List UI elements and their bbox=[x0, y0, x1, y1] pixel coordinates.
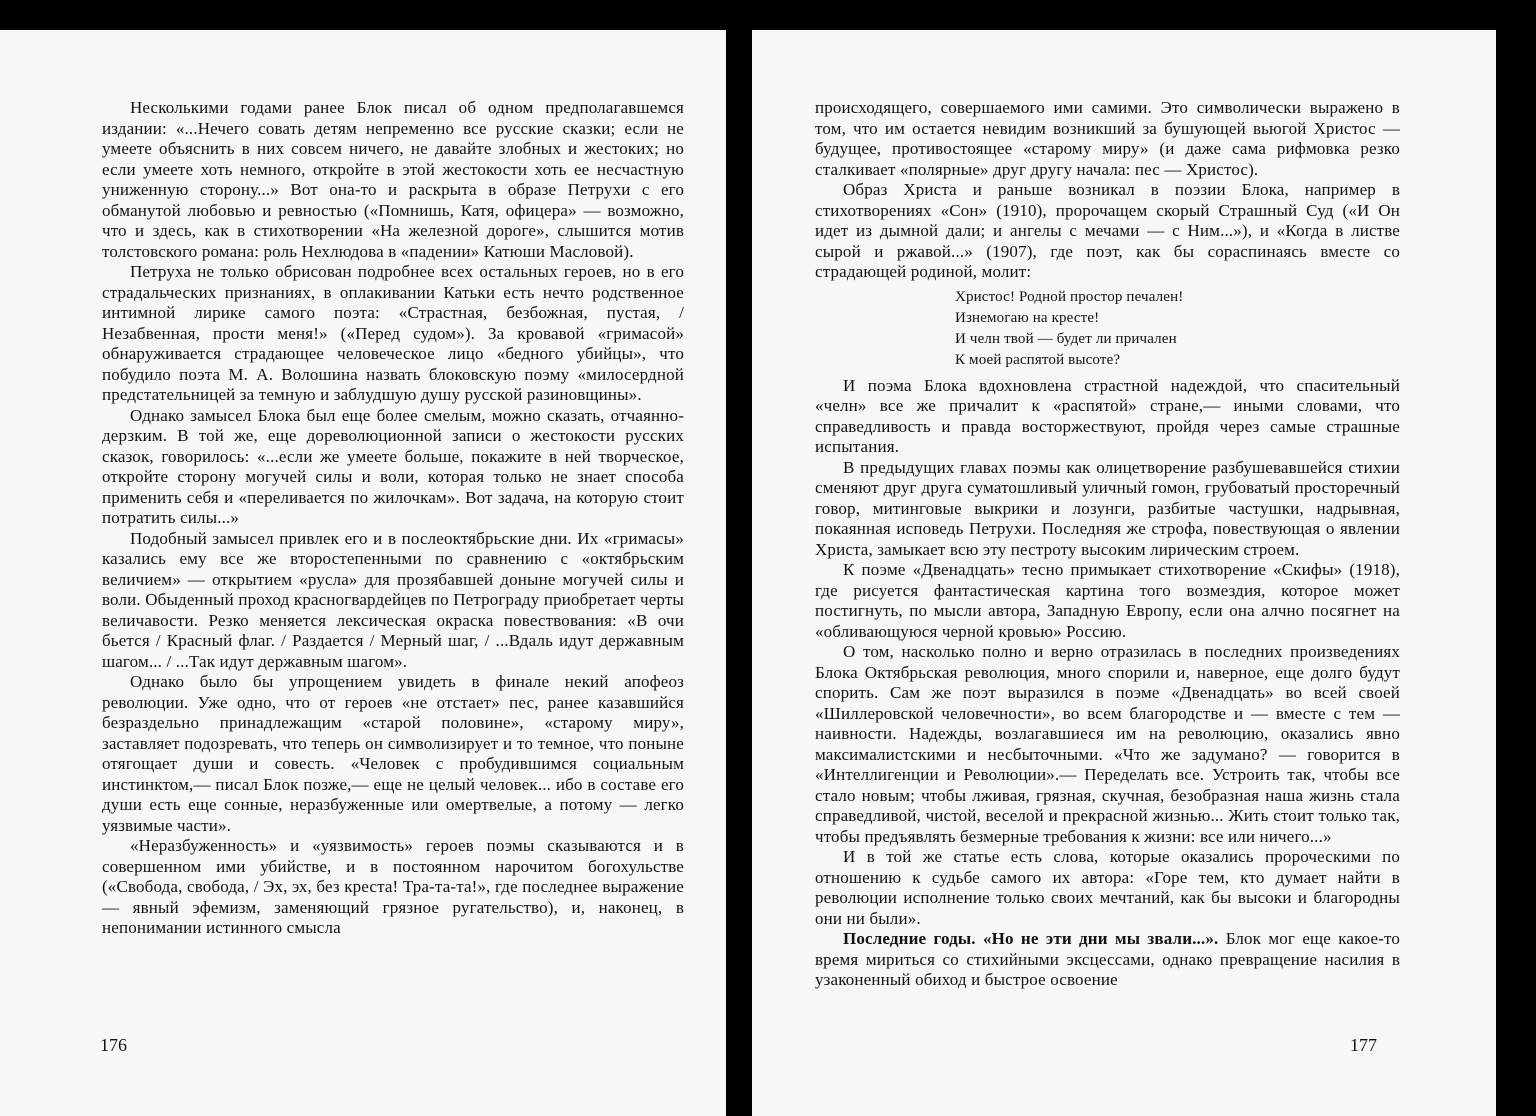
paragraph: Образ Христа и раньше возникал в поэзии Блока, например в стихотворениях «Сон» (1910), пророчащем скорый Страшный Суд («И Он идет из дымной дали; и ангелы с мечами — с Ним...»), и «Когда в листве сырой и ржавой...» (1907), где поэт, как бы сораспинаясь вместе со страдающей родиной, молит: bbox=[815, 180, 1400, 281]
paragraph: И поэма Блока вдохновлена страстной надеждой, что спасительный «челн» все же причалит к «распятой» стране,— иными словами, что справедливость и правда восторжествуют, пройдя через самые страшные испытания. bbox=[815, 375, 1400, 456]
paragraph: «Неразбуженность» и «уязвимость» героев поэмы сказываются и в совершенном ими убийстве, и в постоянном нарочитом богохульстве («Свобода, свобода, / Эх, эх, без креста! Тра-та-та!», где последнее выражение — явный эфемизм, заменяющий грязное ругательство), и, наконец, в непонимании истинного смысла bbox=[102, 836, 684, 937]
verse-line: И челн твой — будет ли причален bbox=[955, 330, 1177, 347]
section-heading: Последние годы. «Но не эти дни мы звали...». bbox=[843, 929, 1219, 948]
book-gutter bbox=[726, 0, 752, 1116]
paragraph: К поэме «Двенадцать» тесно примыкает стихотворение «Скифы» (1918), где рисуется фантастическая картина того возмездия, которое может постигнуть, по мысли автора, Западную Европу, если она алчно посягнет на «обливающуюся черной кровью» Россию. bbox=[815, 560, 1400, 641]
paragraph: В предыдущих главах поэмы как олицетворение разбушевавшейся стихии сменяют друг друга суматошливый уличный гомон, грубоватый просторечный говор, митинговые выкрики и лозунги, разбитые частушки, надрывная, покаянная исповедь Петрухи. Последняя же строфа, повествующая о явлении Христа, замыкает всю эту пестроту высоким лирическим строем. bbox=[815, 457, 1400, 559]
left-page-text bbox=[102, 98, 684, 939]
section-text: Блок мог еще какое-то время мириться со стихийными эксцессами, однако превращение насилия в узаконенный обиход и быстрое освоение bbox=[815, 929, 1401, 989]
paragraph: Несколькими годами ранее Блок писал об одном предполагавшемся издании: «...Нечего совать детям непременно все русские сказки; если не умеете объяснить в них совсем ничего, не давайте злобных и жестоких; но если умеете хоть немного, откройте в этой жестокости хоть ее несчастную униженную сторону...» Вот она-то и раскрыта в образе Петрухи с его обманутой любовью и ревностью («Помнишь, Катя, офицера» — возможно, что и здесь, как в стихотворении «На железной дороге», слышится мотив толстовского романа: роль Нехлюдова в «падении» Катюши Масловой). bbox=[102, 98, 684, 261]
paragraph: Однако замысел Блока был еще более смелым, можно сказать, отчаянно-дерзким. В той же, еще дореволюционной записи о жестокости русских сказок, говорилось: «...если же умеете больше, покажите в ней творческое, откройте сторону могучей силы и воли, которая только не знает способа применить себя и «переливается по жилочкам». Вот задача, на которую стоит потратить силы...» bbox=[102, 405, 684, 527]
section-paragraph bbox=[815, 929, 1400, 991]
verse-quote bbox=[955, 287, 1400, 371]
verse-line: Изнемогаю на кресте! bbox=[955, 309, 1100, 326]
paragraph: происходящего, совершаемого ими самими. Это символически выражено в том, что им остается невидим возникший за бушующей вьюгой Христос — будущее, противостоящее «старому миру» (и даже сама рифмовка резко сталкивает «полярные» друг другу начала: пес — Христос). bbox=[815, 98, 1400, 179]
paragraph: О том, насколько полно и верно отразилась в последних произведениях Блока Октябрьская революция, много спорили и, наверное, еще долго будут спорить. Сам же поэт выразился в поэме «Двенадцать» во всей своей «Шиллеровской человечности», во всем благородстве и — вместе с тем — наивности. Надежды, возлагавшиеся им на революцию, оказались явно максималистскими и несбыточными. «Что же задумано? — говорится в «Интеллигенции и Революции».— Переделать все. Устроить так, чтобы все стало новым; чтобы лживая, грязная, скучная, безобразная наша жизнь стала справедливой, чистой, веселой и прекрасной жизнью... Жить стоит только так, чтобы предъявлять безмерные требования к жизни: все или ничего...» bbox=[815, 642, 1400, 846]
paragraph: Однако было бы упрощением увидеть в финале некий апофеоз революции. Уже одно, что от героев «не отстает» пес, ранее казавшийся безраздельно принадлежащим «старой половине», «старому миру», заставляет подозревать, что теперь он символизирует и то темное, что поныне отягощает души и совесть. «Человек с пробудившимся социальным инстинктом,— писал Блок позже,— еще не целый человек... ибо в составе его души есть еще сонные, неразбуженные или омертвелые, а потому — легко уязвимые части». bbox=[102, 672, 684, 835]
paragraph: Подобный замысел привлек его и в послеоктябрьские дни. Их «гримасы» казались ему все же второстепенными по сравнению с «октябрьским величием» — открытием «русла» для прозябавшей доныне могучей силы и воли. Обыденный проход красногвардейцев по Петрограду приобретает черты величавости. Резко меняется лексическая окраска повествования: «В очи бьется / Красный флаг. / Раздается / Мерный шаг, / ...Вдаль идут державным шагом... / ...Так идут державным шагом». bbox=[102, 528, 684, 671]
verse-line: К моей распятой высоте? bbox=[955, 351, 1121, 368]
scan-right-border bbox=[1496, 0, 1536, 1116]
paragraph: Петруха не только обрисован подробнее всех остальных героев, но в его страдальческих признаниях, в оплакивании Катьки есть нечто родственное интимной лирике самого поэта: «Страстная, безбожная, пустая, / Незабвенная, прости меня!» («Перед судом»). За кровавой «гримасой» обнаруживается страдающее человеческое лицо «бедного убийцы», что побудило поэта М. А. Волошина назвать блоковскую поэму «милосердной предстательницей за темную и заблудшую душу русской разиновщины». bbox=[102, 262, 684, 404]
right-page-text bbox=[815, 98, 1400, 991]
page-number: 177 bbox=[1350, 1035, 1377, 1055]
left-page bbox=[0, 30, 726, 1116]
right-page bbox=[752, 30, 1496, 1116]
page-number: 176 bbox=[100, 1035, 127, 1055]
verse-line: Христос! Родной простор печален! bbox=[955, 288, 1184, 305]
paragraph: И в той же статье есть слова, которые оказались пророческими по отношению к судьбе самого их автора: «Горе тем, кто думает найти в революции исполнение только своих мечтаний, как бы высоки и благородны они ни были». bbox=[815, 847, 1400, 928]
